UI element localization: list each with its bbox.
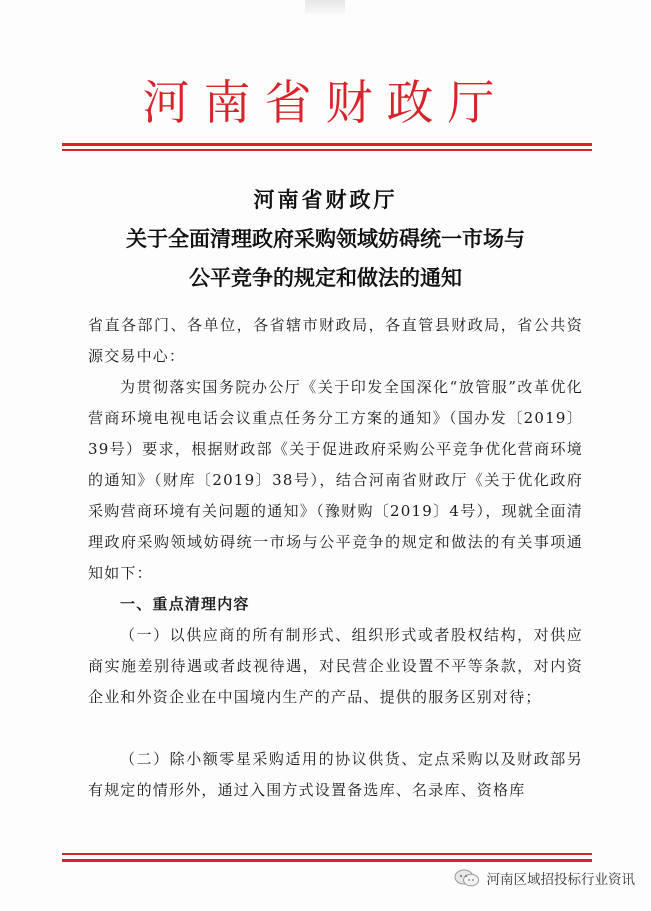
item-1-paragraph: （一）以供应商的所有制形式、组织形式或者股权结构，对供应商实施差别待遇或者歧视待遇，对民营企业设置不平等条款，对内资企业和外资企业在中国境内生产的产品、提供的服务区别对待； [88,626,583,706]
watermark-text: 河南区域招投标行业资讯 [486,872,635,888]
addressee: 省直各部门、各单位，各省辖市财政局，各直管县财政局，省公共资源交易中心： [88,316,583,365]
item-2-paragraph: （二）除小额零星采购适用的协议供货、定点采购以及财政部另有规定的情形外，通过入围方式设置备选库、名录库、资格库 [88,750,583,799]
footer-rule-thick [62,859,592,862]
title-line-3: 公平竞争的规定和做法的通知 [189,265,462,290]
footer-rule-thin [62,853,592,855]
intro-paragraph: 为贯彻落实国务院办公厅《关于印发全国深化“放管服”改革优化营商环境电视电话会议重点任务分工方案的通知》（国办发〔2019〕39号）要求，根据财政部《关于促进政府采购公平竞争优化营商环境的通知》（财库〔2019〕38号），结合河南省财政厅《关于优化政府采购营商环境有关问题的通知》（豫财购〔2019〕4号），现就全面清理政府采购领域妨碍统一市场与公平竞争的规定和做法的有关事项通知如下： [88,378,583,582]
title-issuer: 河南省财政厅 [253,187,398,212]
masthead-rule-thin [62,149,592,151]
scan-artifact [305,0,345,14]
watermark [453,868,636,888]
masthead-rule-thick [62,143,592,146]
wechat-icon [453,868,481,888]
section-heading-1: 一、重点清理内容 [120,595,250,613]
title-line-2: 关于全面清理政府采购领域妨碍统一市场与 [126,226,525,251]
masthead-title: 河南省财政厅 [142,76,509,131]
